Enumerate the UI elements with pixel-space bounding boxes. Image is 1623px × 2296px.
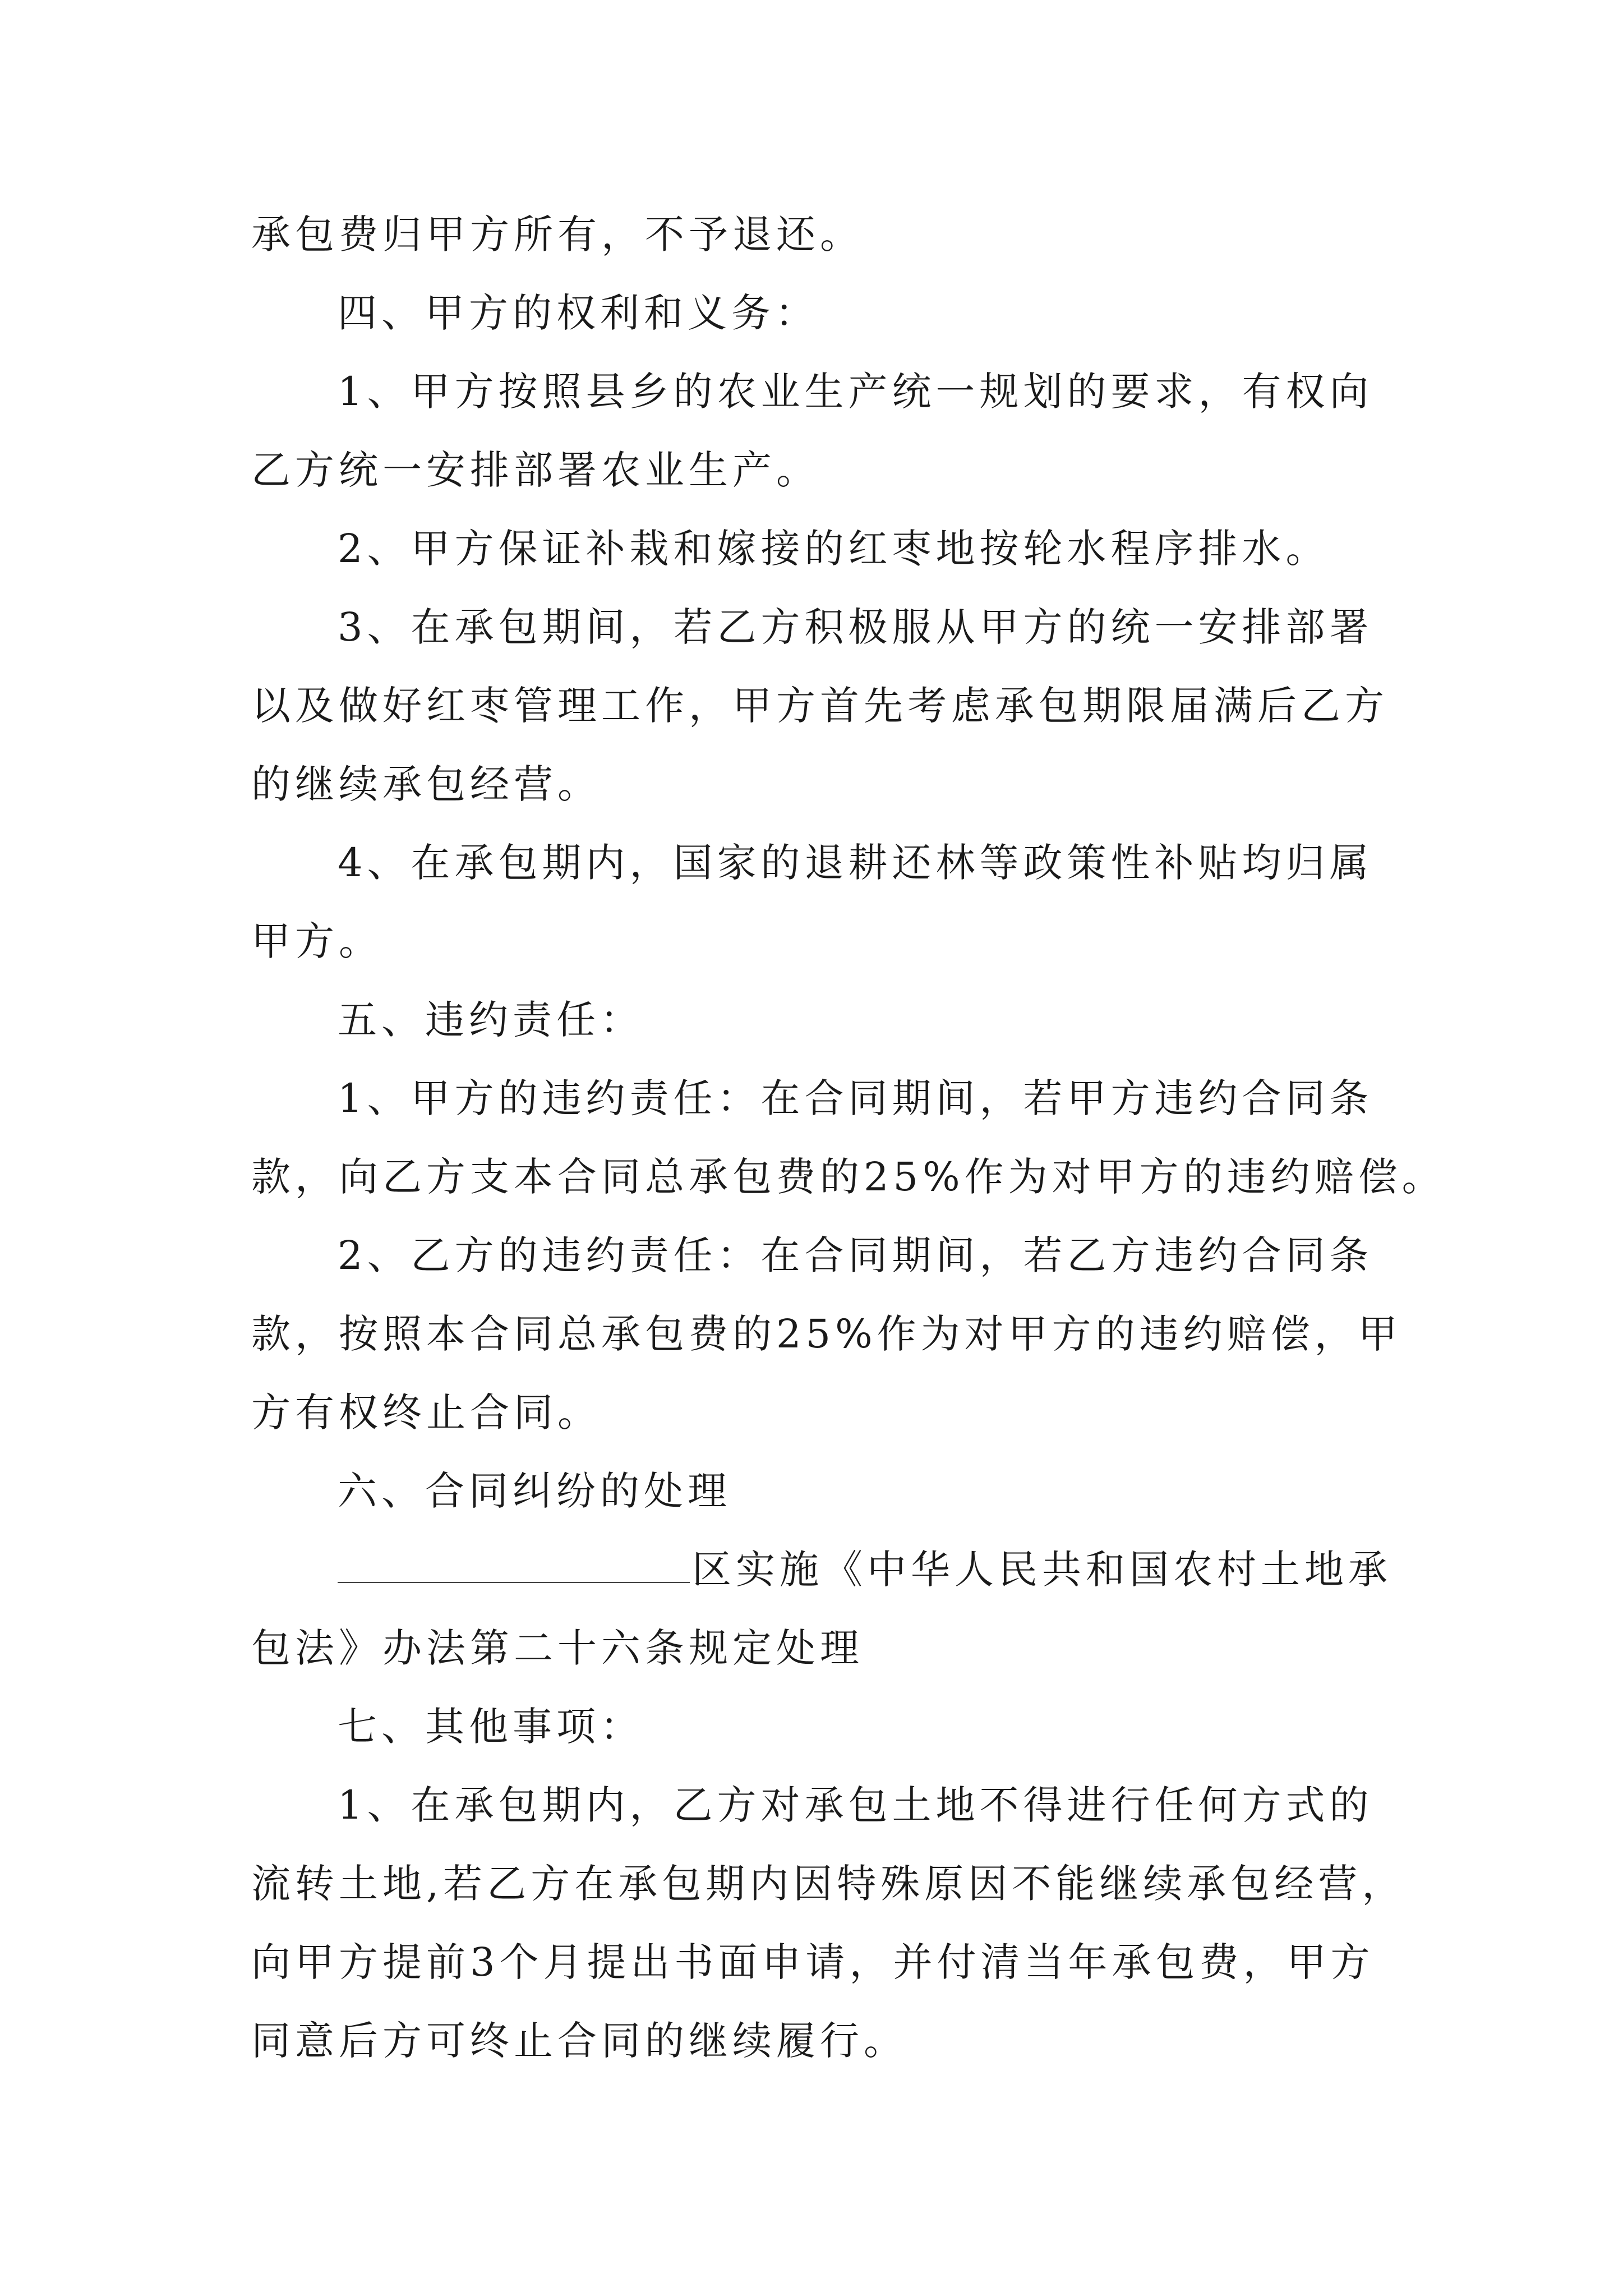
- section-heading-breach-liability: 五、违约责任：: [338, 997, 644, 1043]
- text-line: 流转土地,若乙方在承包期内因特殊原因不能继续承包经营，: [251, 1861, 1406, 1907]
- section-heading-dispute-resolution: 六、合同纠纷的处理: [338, 1468, 731, 1514]
- text-line: 乙方统一安排部署农业生产。: [251, 447, 820, 493]
- text-line: 款，按照本合同总承包费的25%作为对甲方的违约赔偿，甲: [251, 1311, 1402, 1357]
- text-line: 方有权终止合同。: [251, 1389, 601, 1435]
- text-line: 1、甲方按照县乡的农业生产统一规划的要求，有权向: [338, 369, 1373, 415]
- text-line: 同意后方可终止合同的继续履行。: [251, 2018, 907, 2064]
- document-body: [251, 195, 1446, 2080]
- text-line: 包法》办法第二十六条规定处理: [251, 1625, 864, 1671]
- text-line: 款，向乙方支本合同总承包费的25%作为对甲方的违约赔偿。: [251, 1154, 1446, 1200]
- text-line: 2、乙方的违约责任：在合同期间，若乙方违约合同条: [338, 1232, 1373, 1278]
- text-line: 区实施《中华人民共和国农村土地承: [692, 1547, 1392, 1593]
- text-line: 承包费归甲方所有，不予退还。: [251, 211, 864, 257]
- text-line: 2、甲方保证补栽和嫁接的红枣地按轮水程序排水。: [338, 526, 1330, 572]
- text-line: 向甲方提前3个月提出书面申请，并付清当年承包费，甲方: [251, 1939, 1375, 1985]
- text-line: 以及做好红枣管理工作，甲方首先考虑承包期限届满后乙方: [251, 683, 1389, 729]
- section-heading-party-a-rights: 四、甲方的权利和义务：: [338, 290, 819, 336]
- text-line: 1、在承包期内，乙方对承包土地不得进行任何方式的: [338, 1782, 1373, 1828]
- text-line: 的继续承包经营。: [251, 761, 601, 807]
- section-heading-other-matters: 七、其他事项：: [338, 1704, 644, 1750]
- text-line: 1、甲方的违约责任：在合同期间，若甲方违约合同条: [338, 1075, 1373, 1121]
- text-line: 甲方。: [251, 918, 382, 964]
- fill-in-line: [251, 1530, 1392, 1609]
- fill-in-blank: [338, 1549, 690, 1583]
- text-line: 3、在承包期间，若乙方积极服从甲方的统一安排部署: [338, 604, 1373, 650]
- text-line: 4、在承包期内，国家的退耕还林等政策性补贴均归属: [338, 840, 1373, 886]
